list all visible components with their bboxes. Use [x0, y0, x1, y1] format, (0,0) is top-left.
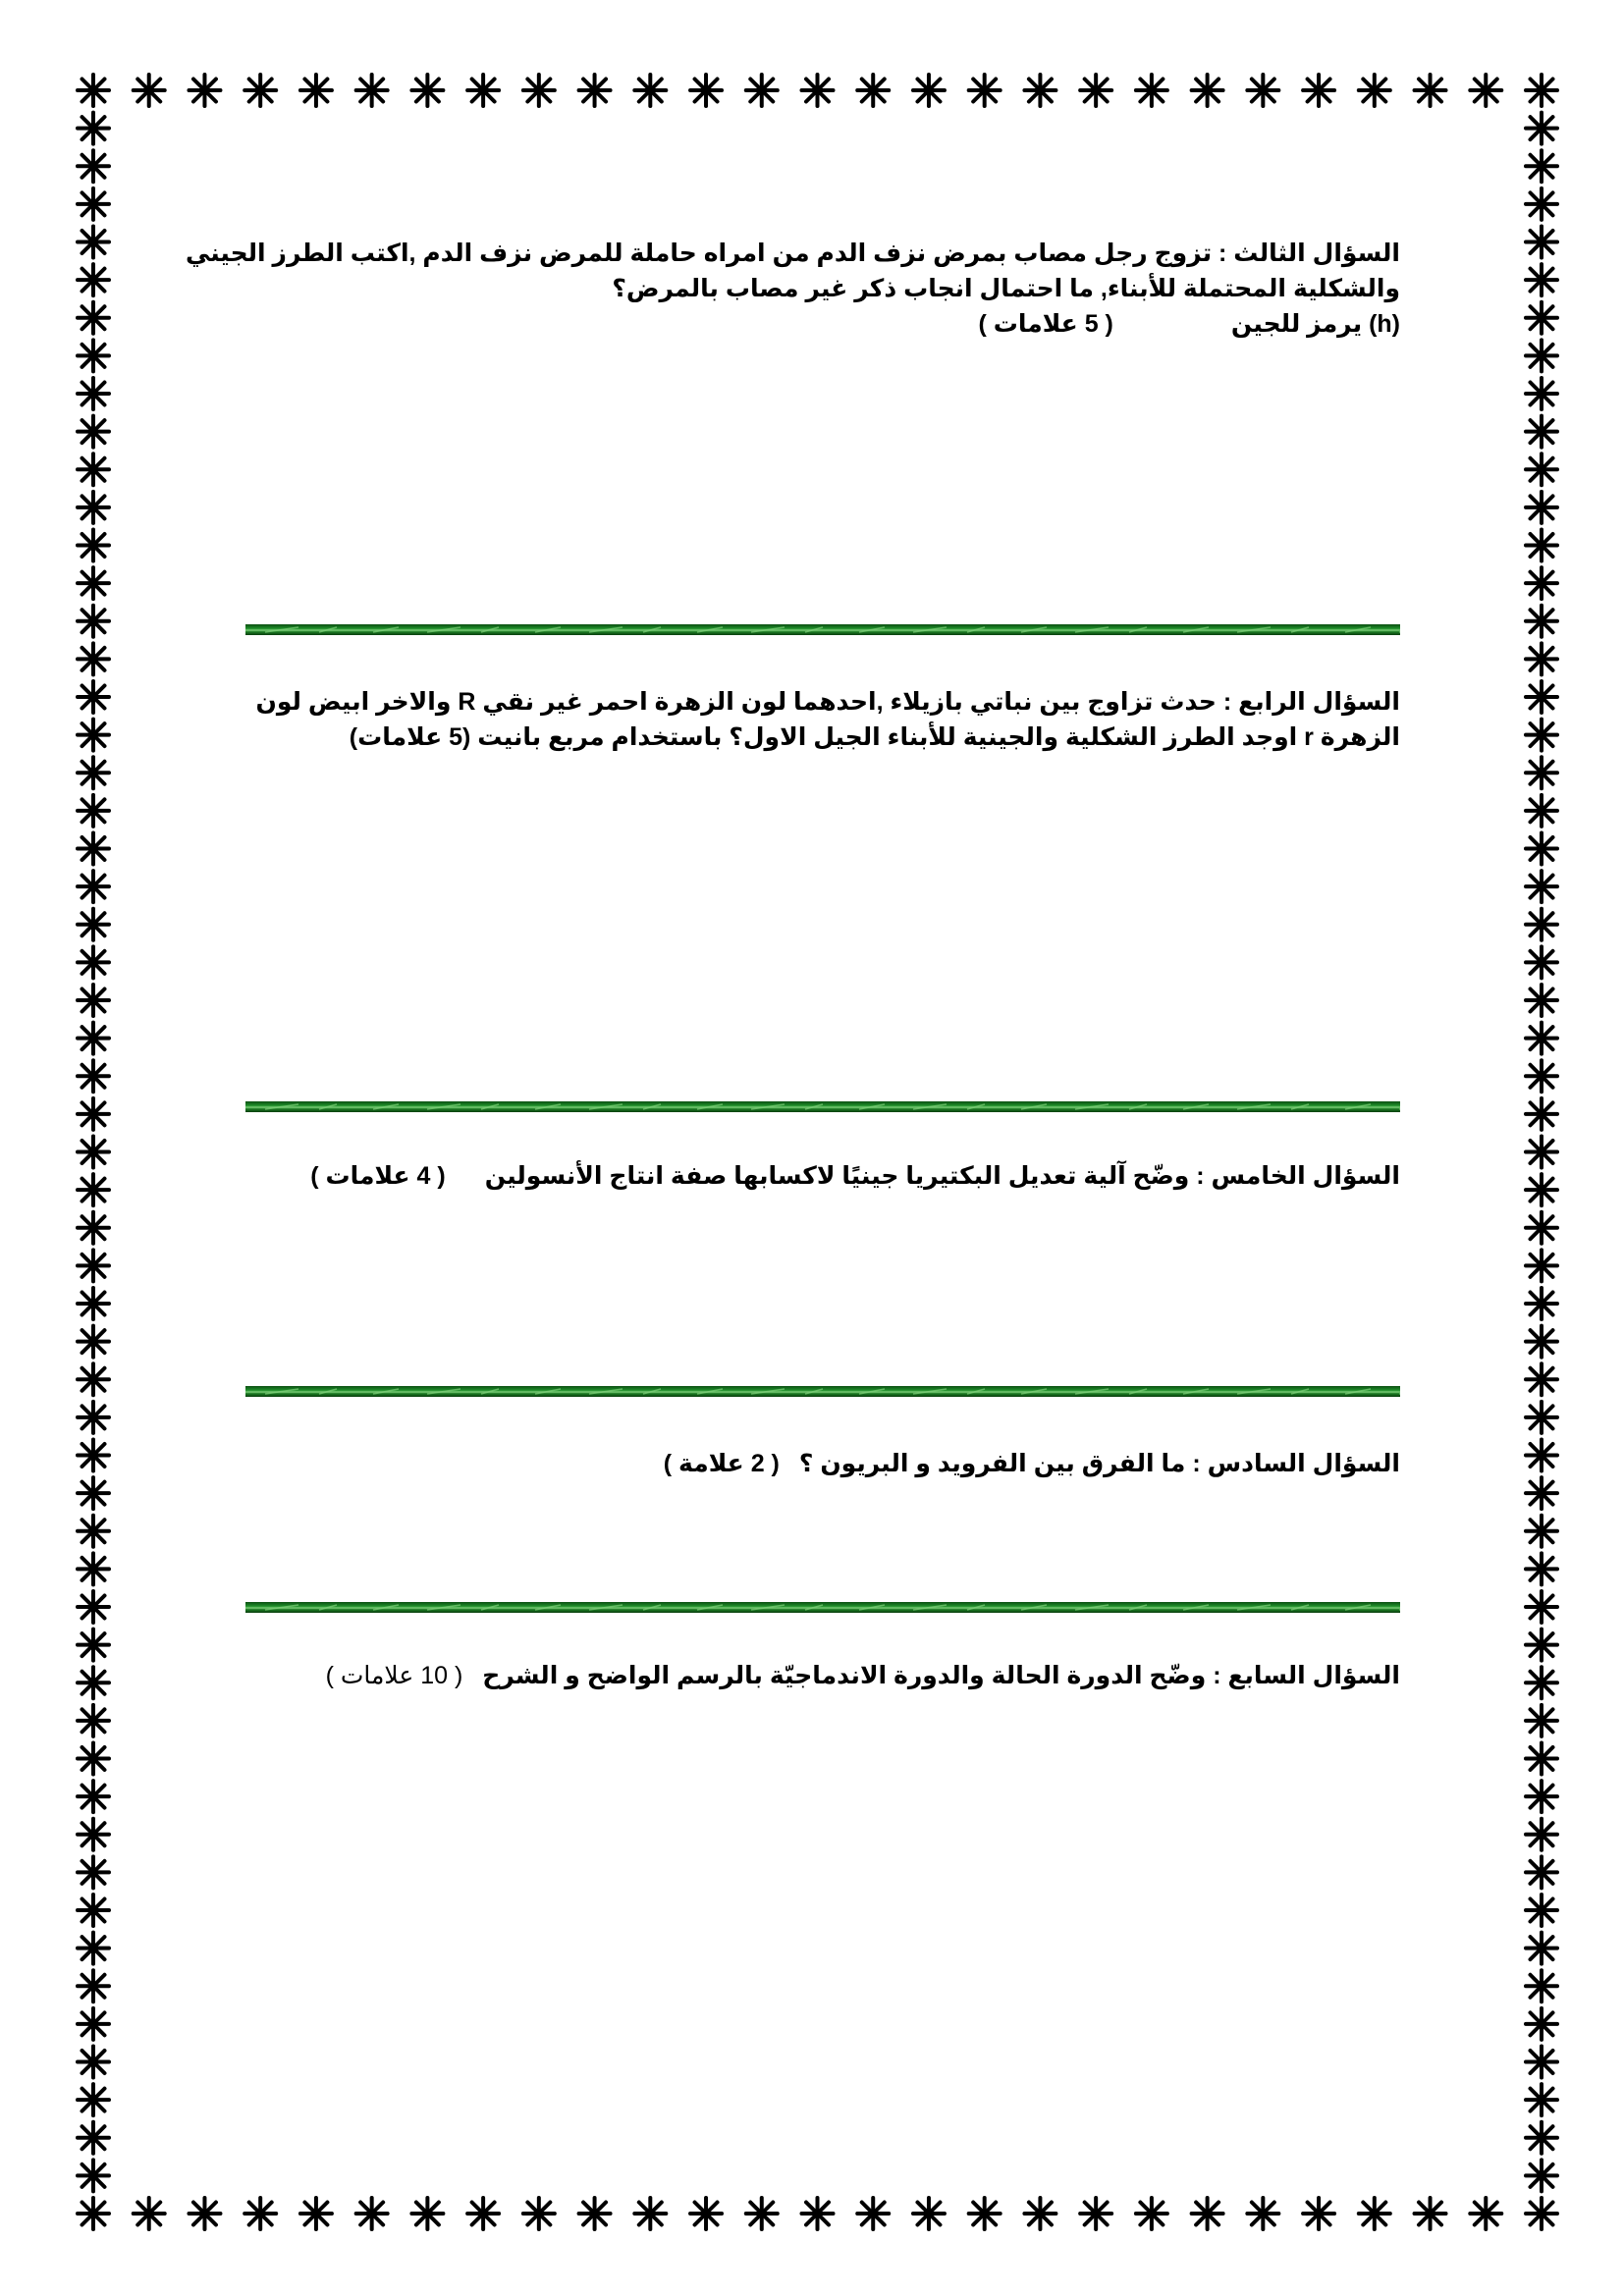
border-star-icon — [78, 681, 109, 713]
border-star-icon — [1526, 340, 1557, 371]
border-star-icon — [244, 2198, 276, 2229]
border-star-icon — [969, 75, 1001, 106]
border-star-icon — [1526, 1402, 1557, 1433]
border-star-icon — [802, 2198, 834, 2229]
border-star-icon — [857, 75, 889, 106]
border-star-icon — [1526, 150, 1557, 182]
border-star-icon — [1526, 2084, 1557, 2115]
border-star-icon — [78, 2008, 109, 2040]
border-star-icon — [78, 1629, 109, 1661]
border-star-icon — [1526, 1288, 1557, 1319]
border-star-icon — [1526, 2047, 1557, 2078]
border-star-icon — [78, 985, 109, 1016]
border-star-icon — [300, 75, 332, 106]
border-star-icon — [1024, 2198, 1056, 2229]
border-star-icon — [78, 1137, 109, 1168]
border-star-icon — [690, 2198, 722, 2229]
border-star-icon — [1526, 454, 1557, 485]
border-star-icon — [913, 2198, 945, 2229]
border-star-icon — [1526, 1516, 1557, 1547]
border-star-icon — [634, 75, 666, 106]
border-star-icon — [78, 909, 109, 940]
border-star-icon — [300, 2198, 332, 2229]
border-star-icon — [78, 606, 109, 637]
border-star-icon — [78, 795, 109, 827]
border-star-icon — [78, 530, 109, 561]
border-star-icon — [1526, 2122, 1557, 2154]
border-star-icon — [1526, 643, 1557, 674]
border-star-icon — [189, 75, 220, 106]
border-star-icon — [1247, 2198, 1278, 2229]
border-star-icon — [746, 2198, 778, 2229]
border-star-icon — [78, 1819, 109, 1850]
border-star-icon — [78, 1705, 109, 1736]
question-3-line-1: السؤال الثالث : تزوج رجل مصاب بمرض نزف الدم من امراه حاملة للمرض نزف الدم ,اكتب الطرز الجيني — [185, 240, 1400, 267]
border-star-icon — [1526, 1970, 1557, 2002]
border-star-icon — [78, 264, 109, 295]
question-6-marks: ( 2 علامة ) — [663, 1450, 780, 1477]
border-star-icon — [78, 946, 109, 978]
border-star-icon — [78, 416, 109, 448]
border-star-icon — [78, 1970, 109, 2002]
border-star-icon — [579, 75, 611, 106]
border-star-icon — [78, 1743, 109, 1775]
section-divider — [245, 1101, 1400, 1112]
border-star-icon — [78, 227, 109, 258]
border-star-icon — [690, 75, 722, 106]
border-star-icon — [78, 1781, 109, 1812]
border-star-icon — [1526, 1819, 1557, 1850]
border-star-icon — [78, 188, 109, 220]
border-star-icon — [1024, 75, 1056, 106]
border-star-icon — [1526, 1705, 1557, 1736]
border-star-icon — [802, 75, 834, 106]
border-star-icon — [1470, 2198, 1501, 2229]
border-star-icon — [969, 2198, 1001, 2229]
section-divider — [245, 624, 1400, 635]
border-star-icon — [78, 1856, 109, 1888]
border-star-icon — [1526, 2008, 1557, 2040]
border-star-icon — [1526, 1137, 1557, 1168]
question-3-marks: ( 5 علامات ) — [978, 310, 1113, 338]
border-star-icon — [1526, 1933, 1557, 1964]
question-7-text: السؤال السابع : وضّح الدورة الحالة والدورة الاندماجيّة بالرسم الواضح و الشرح — [482, 1662, 1400, 1689]
border-star-icon — [746, 75, 778, 106]
border-star-icon — [1526, 871, 1557, 902]
border-star-icon — [1526, 1060, 1557, 1092]
border-star-icon — [467, 75, 499, 106]
border-star-icon — [1136, 2198, 1167, 2229]
border-star-icon — [78, 1174, 109, 1205]
border-star-icon — [78, 2047, 109, 2078]
border-star-icon — [78, 75, 109, 106]
border-star-icon — [78, 113, 109, 144]
border-star-icon — [1526, 492, 1557, 523]
question-4-line-2: الزهرة r اوجد الطرز الشكلية والجينية للأبناء الجيل الاول؟ باستخدام مربع بانيت (5 علامات) — [349, 723, 1400, 751]
border-star-icon — [1303, 75, 1334, 106]
border-star-icon — [1526, 1250, 1557, 1281]
border-star-icon — [1526, 1553, 1557, 1584]
border-star-icon — [78, 1516, 109, 1547]
border-star-icon — [1526, 378, 1557, 409]
question-7-marks: ( 10 علامات ) — [325, 1662, 463, 1689]
question-6 — [245, 1446, 1400, 1481]
border-star-icon — [78, 150, 109, 182]
border-star-icon — [78, 871, 109, 902]
border-star-icon — [1526, 1856, 1557, 1888]
border-star-icon — [78, 1250, 109, 1281]
border-star-icon — [78, 1477, 109, 1509]
border-star-icon — [1526, 606, 1557, 637]
question-6-line — [245, 1446, 1400, 1481]
border-star-icon — [78, 567, 109, 599]
border-star-icon — [78, 1060, 109, 1092]
section-divider — [245, 1386, 1400, 1397]
border-star-icon — [78, 1440, 109, 1471]
border-star-icon — [1192, 2198, 1223, 2229]
border-star-icon — [78, 1553, 109, 1584]
border-star-icon — [1526, 530, 1557, 561]
section-divider — [245, 1602, 1400, 1613]
border-star-icon — [1526, 188, 1557, 220]
border-star-icon — [78, 378, 109, 409]
border-star-icon — [579, 2198, 611, 2229]
border-star-icon — [356, 75, 388, 106]
border-star-icon — [78, 454, 109, 485]
border-star-icon — [634, 2198, 666, 2229]
border-star-icon — [1526, 1440, 1557, 1471]
border-star-icon — [1526, 113, 1557, 144]
question-5-marks: ( 4 علامات ) — [310, 1162, 446, 1190]
border-star-icon — [189, 2198, 220, 2229]
border-star-icon — [411, 2198, 443, 2229]
question-7 — [245, 1658, 1400, 1693]
border-star-icon — [78, 757, 109, 788]
border-star-icon — [1136, 75, 1167, 106]
border-star-icon — [913, 75, 945, 106]
border-star-icon — [411, 75, 443, 106]
border-star-icon — [523, 2198, 555, 2229]
border-star-icon — [1359, 2198, 1390, 2229]
border-star-icon — [78, 1933, 109, 1964]
border-star-icon — [78, 1212, 109, 1244]
border-star-icon — [78, 1895, 109, 1926]
border-star-icon — [1080, 75, 1111, 106]
border-star-icon — [78, 302, 109, 334]
border-star-icon — [78, 720, 109, 751]
border-star-icon — [78, 2122, 109, 2154]
border-star-icon — [1526, 567, 1557, 599]
question-3 — [185, 236, 1400, 342]
border-star-icon — [134, 75, 165, 106]
border-star-icon — [1526, 1667, 1557, 1698]
question-7-line — [245, 1658, 1400, 1693]
border-star-icon — [78, 1326, 109, 1358]
border-star-icon — [1526, 1743, 1557, 1775]
border-star-icon — [1470, 75, 1501, 106]
border-star-icon — [1526, 985, 1557, 1016]
border-star-icon — [1526, 795, 1557, 827]
border-star-icon — [1526, 946, 1557, 978]
border-star-icon — [1526, 75, 1557, 106]
border-star-icon — [1359, 75, 1390, 106]
border-star-icon — [1192, 75, 1223, 106]
border-star-icon — [1526, 681, 1557, 713]
border-star-icon — [1526, 1326, 1557, 1358]
border-star-icon — [78, 2084, 109, 2115]
border-star-icon — [78, 1288, 109, 1319]
question-5-line — [245, 1158, 1400, 1194]
gene-note: (h) يرمز للجين — [1230, 310, 1400, 338]
border-star-icon — [78, 1363, 109, 1395]
border-star-icon — [78, 1667, 109, 1698]
border-star-icon — [1303, 2198, 1334, 2229]
border-star-icon — [857, 2198, 889, 2229]
border-star-icon — [1526, 1174, 1557, 1205]
border-star-icon — [1526, 1591, 1557, 1623]
border-star-icon — [1526, 1212, 1557, 1244]
border-star-icon — [78, 340, 109, 371]
border-star-icon — [78, 2198, 109, 2229]
border-star-icon — [1415, 75, 1446, 106]
border-star-icon — [1526, 416, 1557, 448]
border-star-icon — [1526, 720, 1557, 751]
border-star-icon — [1526, 1363, 1557, 1395]
border-star-icon — [78, 2160, 109, 2191]
border-star-icon — [1526, 909, 1557, 940]
border-star-icon — [78, 1591, 109, 1623]
border-star-icon — [78, 1023, 109, 1054]
border-star-icon — [1526, 1023, 1557, 1054]
border-star-icon — [1526, 757, 1557, 788]
border-star-icon — [356, 2198, 388, 2229]
border-star-icon — [1526, 1629, 1557, 1661]
border-star-icon — [1526, 1477, 1557, 1509]
border-star-icon — [1526, 1098, 1557, 1130]
border-star-icon — [1526, 833, 1557, 865]
question-5 — [245, 1158, 1400, 1194]
question-6-text: السؤال السادس : ما الفرق بين الفرويد و البريون ؟ — [798, 1450, 1400, 1477]
border-star-icon — [1247, 75, 1278, 106]
border-star-icon — [78, 643, 109, 674]
border-star-icon — [1526, 227, 1557, 258]
border-star-icon — [78, 833, 109, 865]
border-star-icon — [1526, 2160, 1557, 2191]
border-star-icon — [78, 492, 109, 523]
border-star-icon — [78, 1402, 109, 1433]
question-3-line-2: والشكلية المحتملة للأبناء, ما احتمال انجاب ذكر غير مصاب بالمرض؟ — [612, 275, 1400, 302]
border-star-icon — [1526, 1895, 1557, 1926]
border-star-icon — [467, 2198, 499, 2229]
question-3-line-3 — [245, 306, 1400, 342]
border-star-icon — [78, 1098, 109, 1130]
border-star-icon — [1526, 1781, 1557, 1812]
border-star-icon — [134, 2198, 165, 2229]
question-4 — [245, 684, 1400, 755]
border-star-icon — [1526, 2198, 1557, 2229]
question-4-line-1: السؤال الرابع : حدث تزاوج بين نباتي بازيلاء ,احدهما لون الزهرة احمر غير نقي R والاخر ابيض لون — [255, 688, 1400, 716]
border-star-icon — [1526, 264, 1557, 295]
border-star-icon — [523, 75, 555, 106]
question-5-text: السؤال الخامس : وضّح آلية تعديل البكتيريا جينيًا لاكسابها صفة انتاج الأنسولين — [484, 1162, 1400, 1190]
border-star-icon — [1526, 302, 1557, 334]
border-star-icon — [1080, 2198, 1111, 2229]
border-star-icon — [1415, 2198, 1446, 2229]
border-star-icon — [244, 75, 276, 106]
